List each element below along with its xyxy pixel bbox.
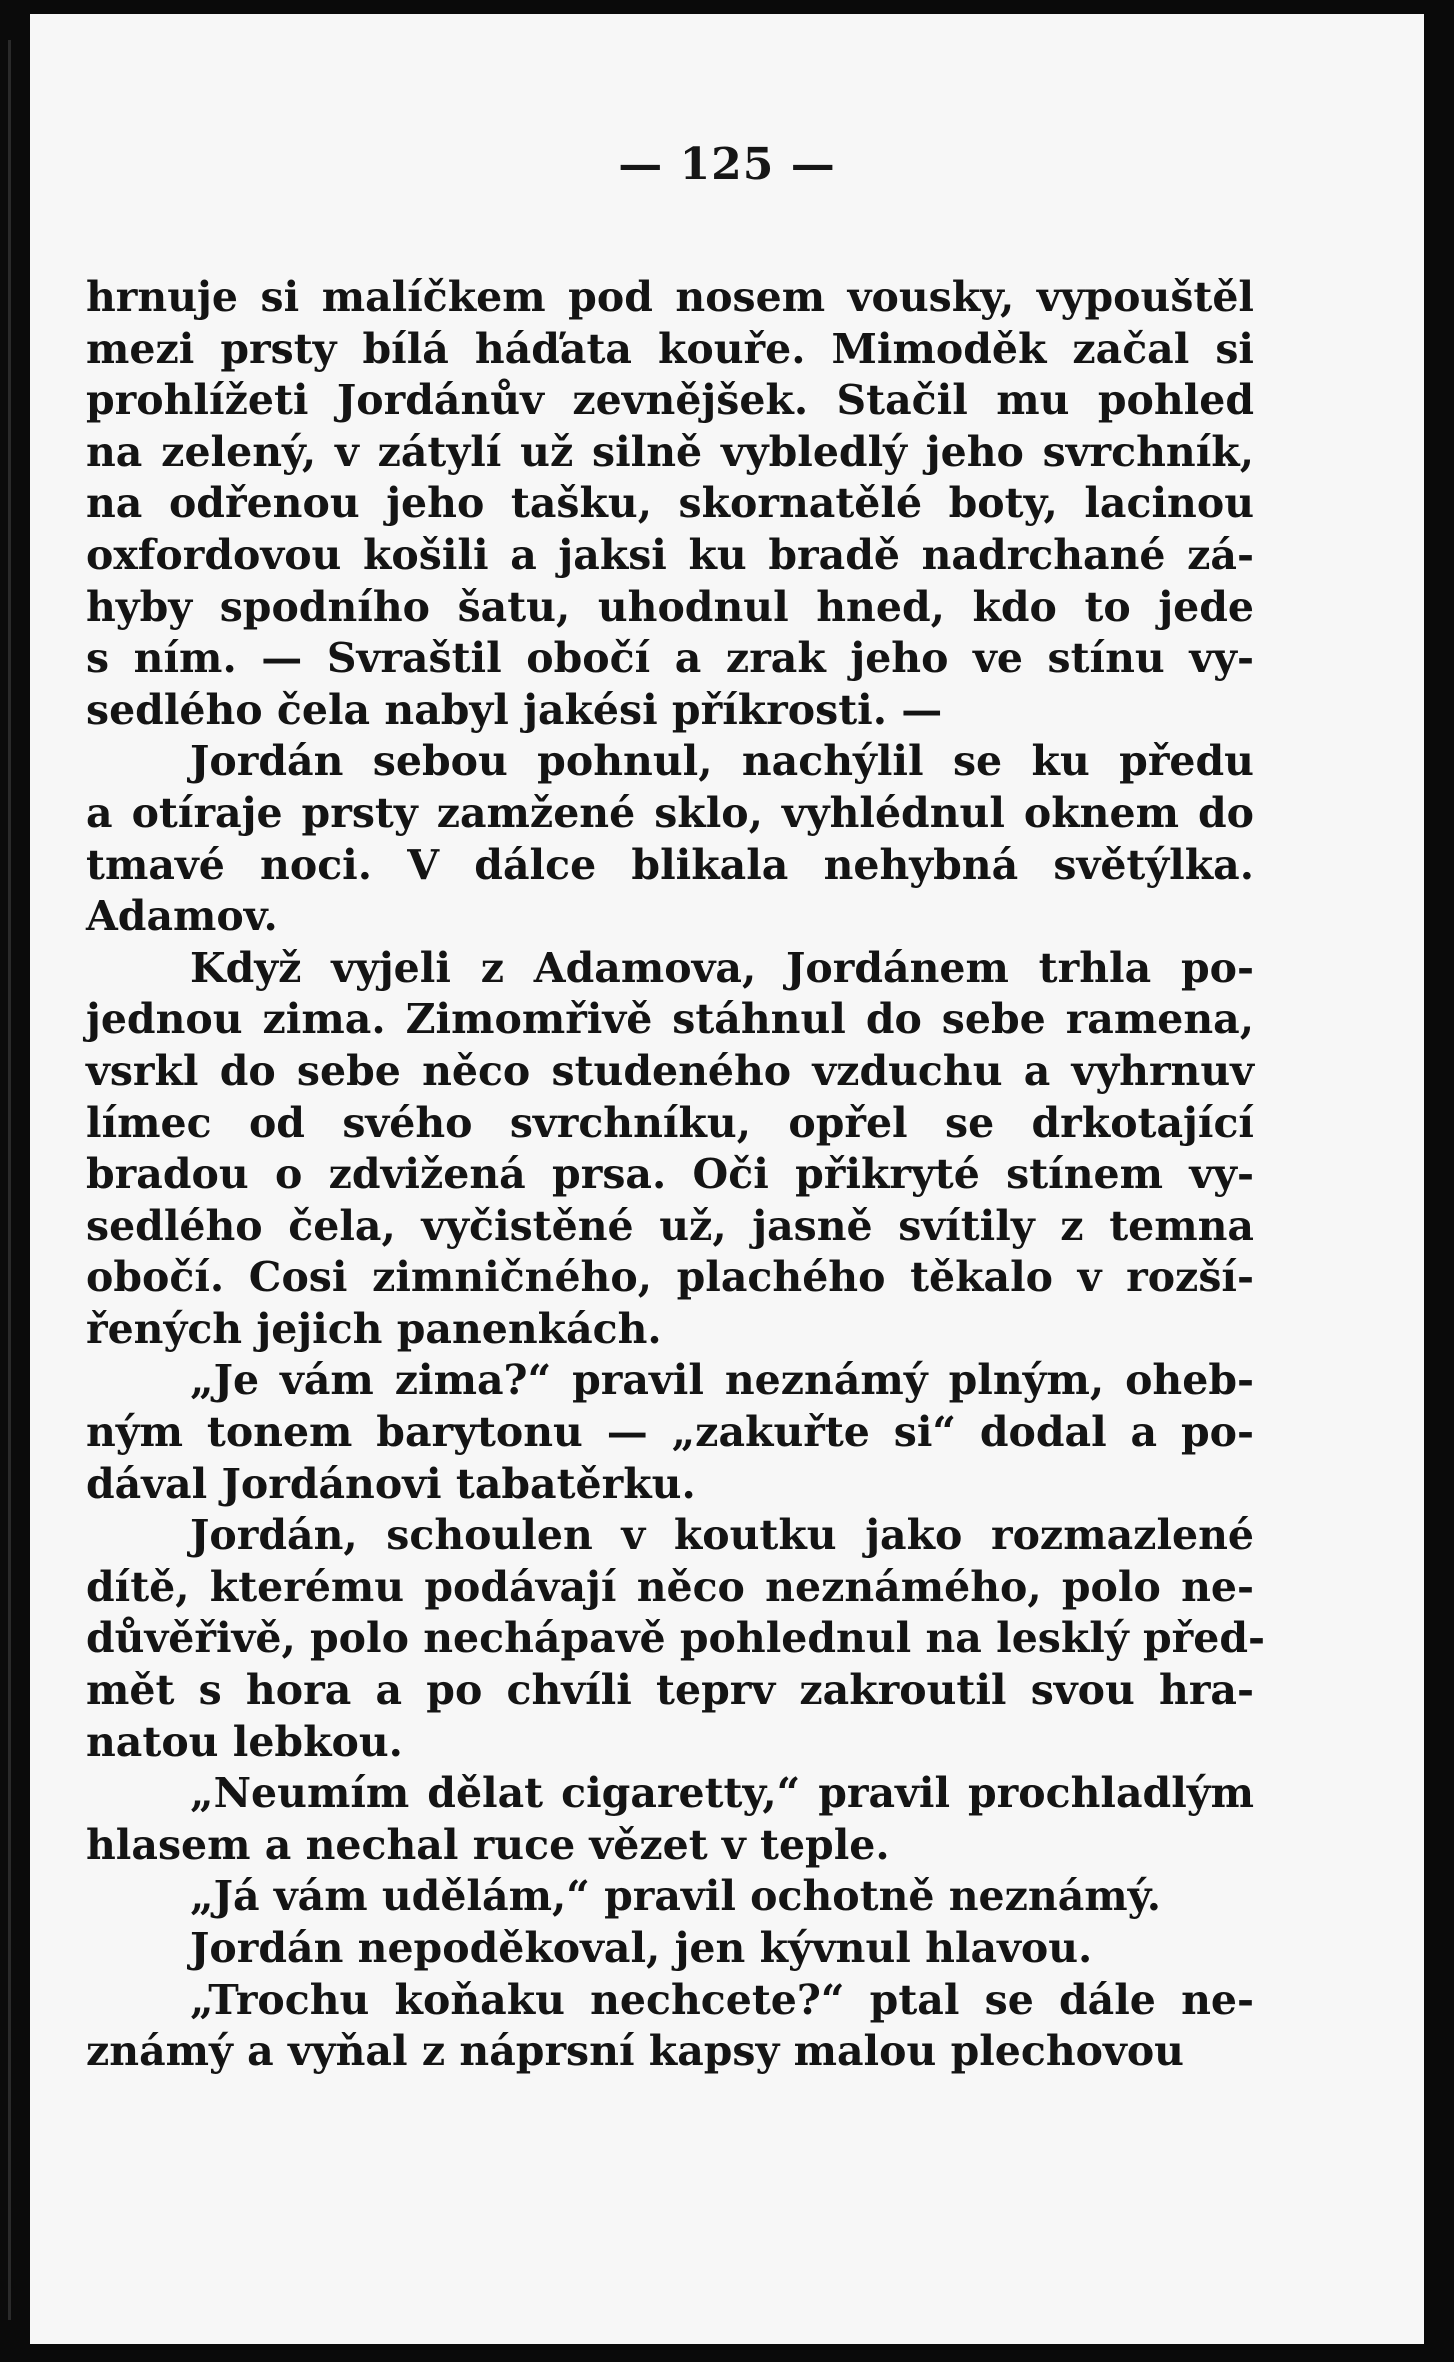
text-line: dítě, kterému podávají něco neznámého, polo ne- (86, 1562, 1254, 1611)
text-line: „Je vám zima?“ pravil neznámý plným, oheb- (190, 1356, 1254, 1405)
text-line: řených jejich panenkách. (86, 1304, 662, 1353)
text-line: na odřenou jeho tašku, skornatělé boty, lacinou (86, 479, 1254, 528)
body-text (86, 272, 1266, 2078)
text-line: Jordán nepoděkoval, jen kývnul hlavou. (190, 1924, 1093, 1972)
text-line: sedlého čela, vyčistěné už, jasně svítily z temna (86, 1201, 1254, 1250)
paragraph (86, 1975, 1254, 2078)
page-number: — 125 — (618, 139, 836, 190)
text-line: hyby spodního šatu, uhodnul hned, kdo to jede (86, 582, 1254, 631)
text-line: „Trochu koňaku nechcete?“ ptal se dále ne- (190, 1975, 1254, 2024)
text-line: s ním. — Svraštil obočí a zrak jeho ve stínu vy- (86, 634, 1254, 683)
paragraph (86, 1923, 1254, 1975)
text-line: ným tonem barytonu — „zakuřte si“ dodal a po- (86, 1408, 1254, 1457)
text-line: Když vyjeli z Adamova, Jordánem trhla po- (190, 943, 1254, 992)
scan-edge-streak (8, 40, 11, 2320)
paragraph (86, 1871, 1254, 1923)
book-page (30, 14, 1424, 2344)
text-line: jednou zima. Zimomřivě stáhnul do sebe ramena, (86, 995, 1254, 1044)
text-line: důvěřivě, polo nechápavě pohlednul na lesklý před- (86, 1614, 1266, 1663)
text-line: hlasem a nechal ruce vězet v teple. (86, 1820, 890, 1869)
text-line: natou lebkou. (86, 1717, 403, 1766)
paragraph (86, 1510, 1266, 1768)
text-line: známý a vyňal z náprsní kapsy malou plechovou (86, 2027, 1184, 2076)
paragraph (86, 736, 1254, 942)
text-line: vsrkl do sebe něco studeného vzduchu a vyhrnuv (86, 1046, 1254, 1095)
text-line: hrnuje si malíčkem pod nosem vousky, vypouštěl (86, 273, 1254, 321)
text-line: prohlížeti Jordánův zevnějšek. Stačil mu pohled (86, 376, 1254, 425)
text-line: sedlého čela nabyl jakési příkrosti. — (86, 685, 943, 734)
text-line: „Já vám udělám,“ pravil ochotně neznámý. (190, 1872, 1162, 1921)
text-line: Jordán sebou pohnul, nachýlil se ku předu (190, 737, 1254, 786)
text-line: na zelený, v zátylí už silně vybledlý jeho svrchník, (86, 427, 1254, 476)
paragraph (86, 1768, 1254, 1871)
text-line: a otíraje prsty zamžené sklo, vyhlédnul oknem do (86, 788, 1254, 837)
paragraph (86, 1355, 1254, 1510)
text-line: „Neumím dělat cigaretty,“ pravil prochladlým (190, 1769, 1254, 1818)
text-line: tmavé noci. V dálce blikala nehybná světýlka. (86, 840, 1254, 889)
text-line: Jordán, schoulen v koutku jako rozmazlené (190, 1511, 1254, 1560)
text-line: bradou o zdvižená prsa. Oči přikryté stínem vy- (86, 1150, 1254, 1199)
paragraph (86, 943, 1254, 1356)
text-line: mezi prsty bílá háďata kouře. Mimoděk začal si (86, 324, 1254, 373)
scan-dark-margin (0, 0, 30, 2362)
text-line: mět s hora a po chvíli teprv zakroutil svou hra- (86, 1666, 1254, 1715)
text-line: oxfordovou košili a jaksi ku bradě nadrchané zá- (86, 530, 1254, 579)
text-line: límec od svého svrchníku, opřel se drkotající (86, 1098, 1254, 1147)
paragraph (86, 272, 1254, 736)
text-line: Adamov. (86, 892, 278, 941)
text-line: dával Jordánovi tabatěrku. (86, 1459, 696, 1508)
text-line: obočí. Cosi zimničného, plachého těkalo v rozší- (86, 1253, 1254, 1302)
